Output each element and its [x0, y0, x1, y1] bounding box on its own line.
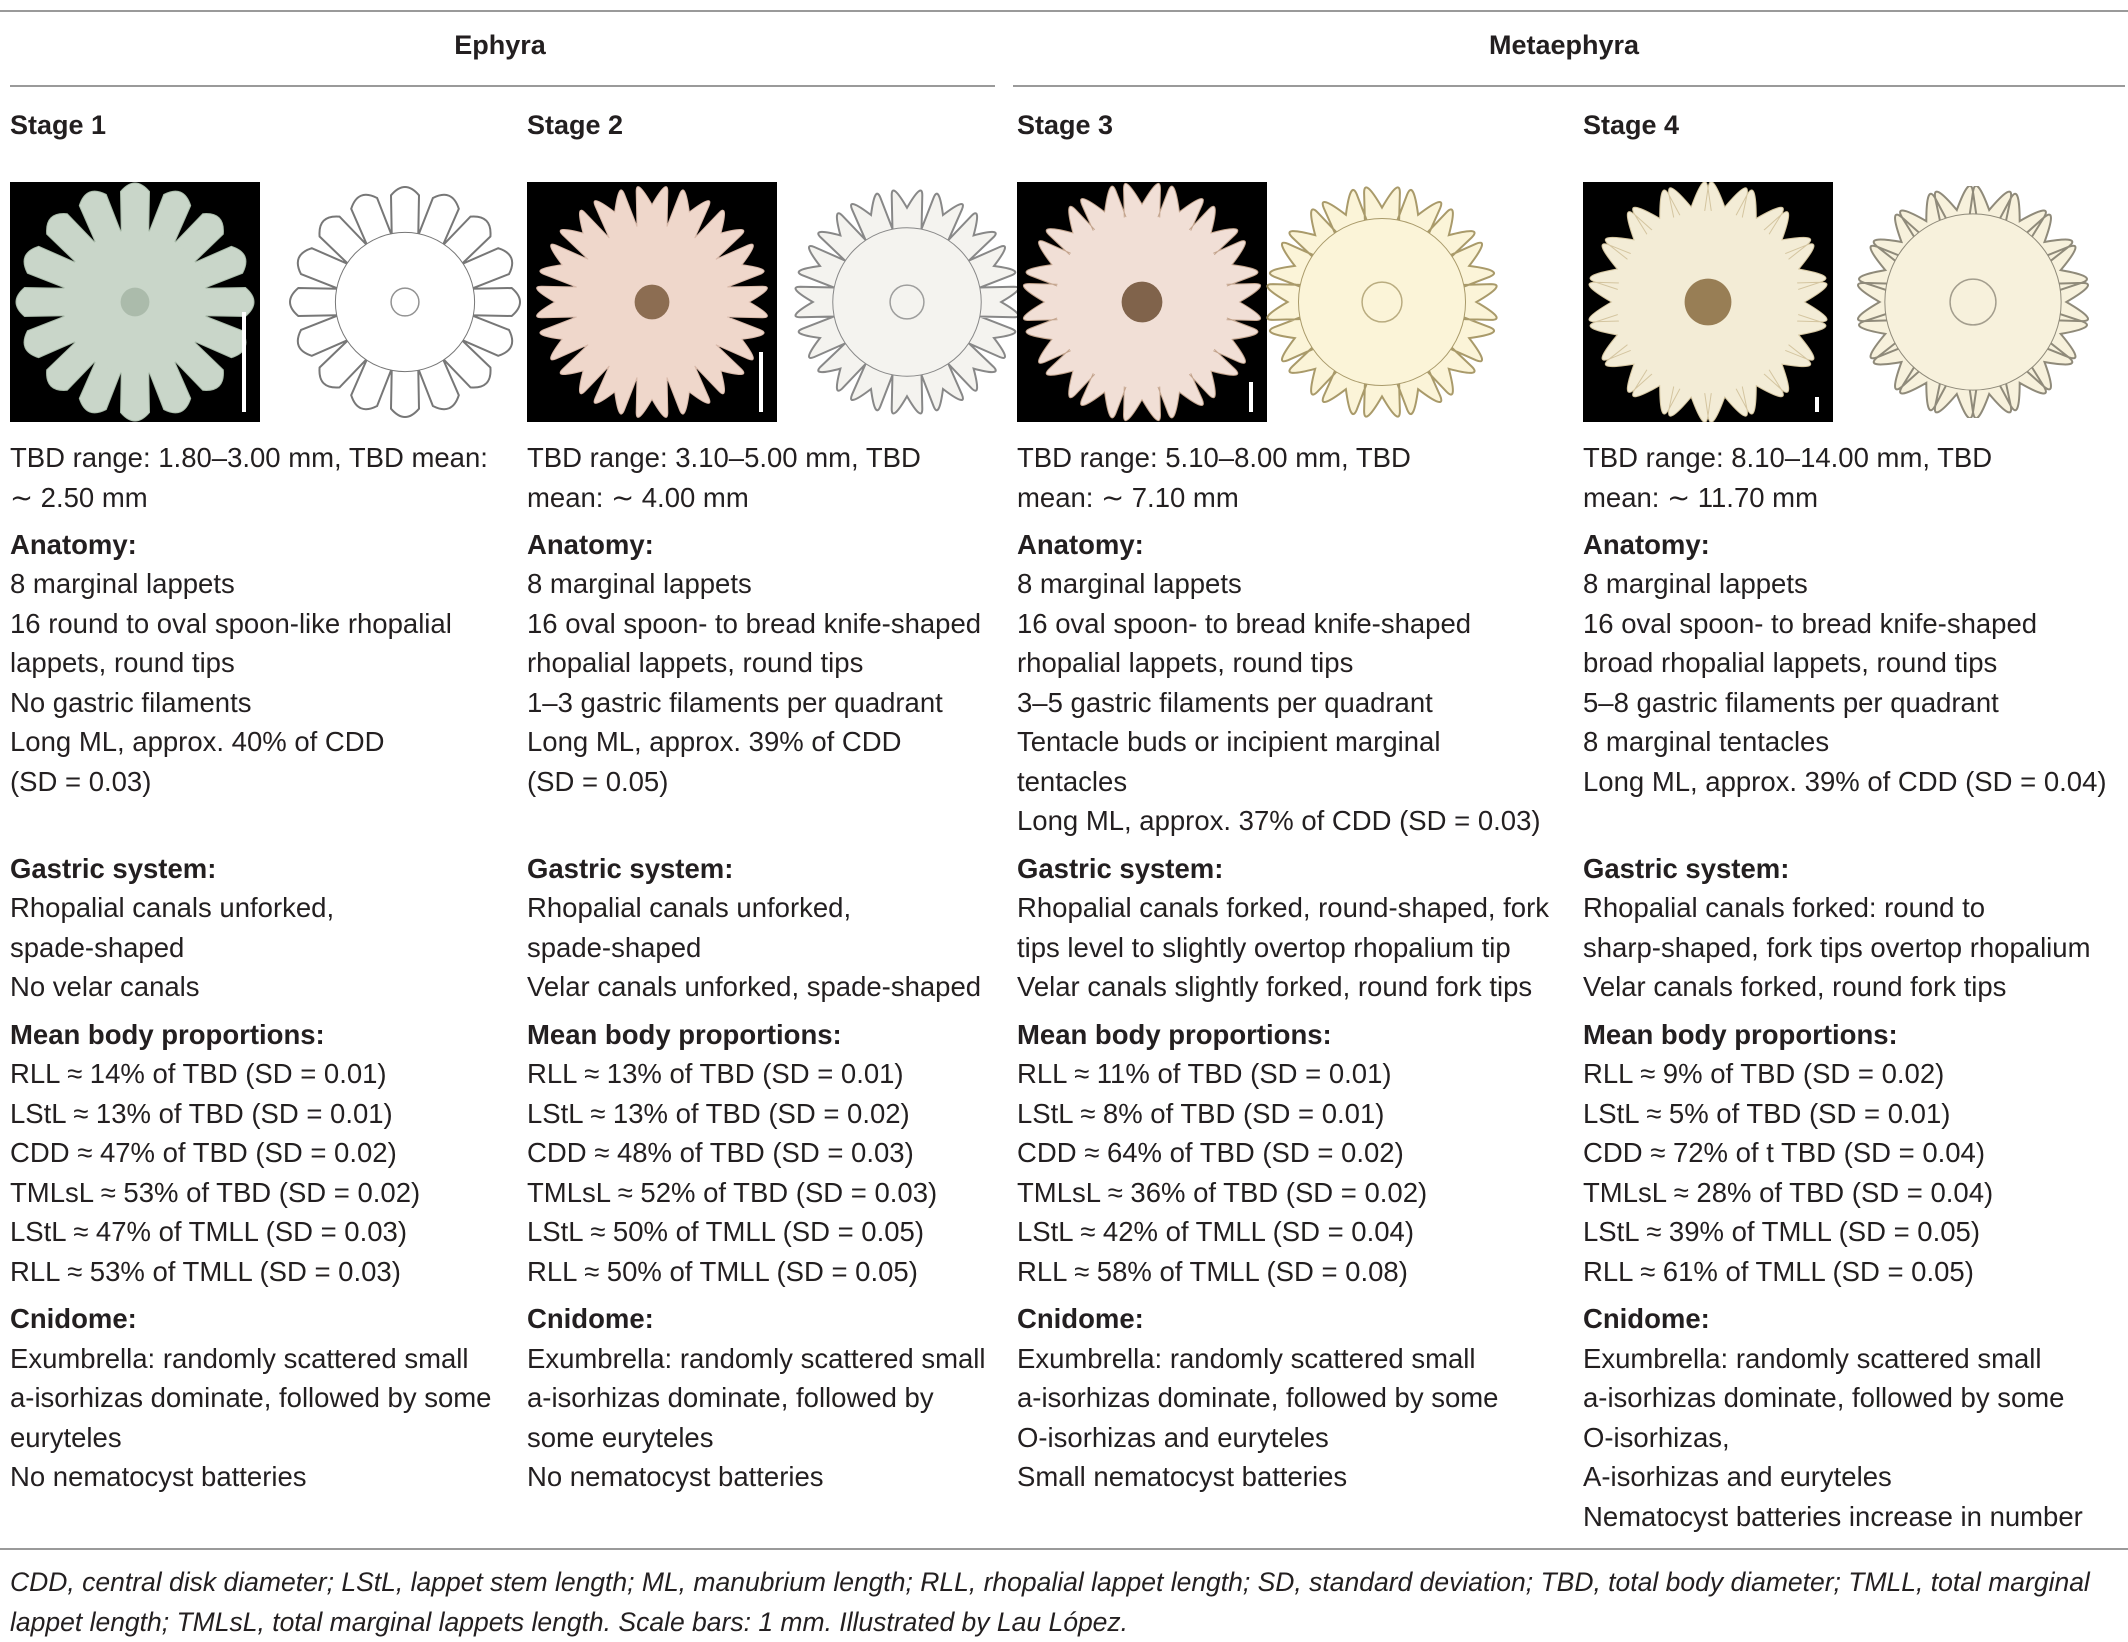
section-heading: Mean body proportions:	[527, 1018, 842, 1050]
section-heading: Mean body proportions:	[1017, 1018, 1332, 1050]
text-line: Rhopalial canals unforked,	[527, 892, 852, 924]
table-footnote: CDD, central disk diameter; LStL, lappet stem length; ML, manubrium length; RLL, rhopalial lappet length; SD, standard deviation; TBD, total body diameter; TMLL, total marginal lappet length; TMLsL, total marginal lappets length. Scale bars: 1 mm. Illustrated by Lau López.	[10, 1567, 2090, 1637]
text-line: LStL ≈ 42% of TMLL (SD = 0.04)	[1017, 1216, 1414, 1248]
text-line: 1–3 gastric filaments per quadrant	[527, 686, 943, 718]
text-line: 16 oval spoon- to bread knife-shaped	[1017, 607, 1472, 639]
text-line: a-isorhizas dominate, followed by some	[1583, 1382, 2065, 1414]
text-line: rhopalial lappets, round tips	[527, 647, 864, 679]
text-line: Exumbrella: randomly scattered small	[527, 1342, 986, 1374]
stage-column-3	[1017, 110, 1577, 1568]
text-line: TBD range: 8.10–14.00 mm, TBD	[1583, 442, 1993, 473]
central-disk	[1298, 218, 1465, 385]
text-line: rhopalial lappets, round tips	[1017, 647, 1354, 679]
text-line: some euryteles	[527, 1421, 714, 1453]
section-heading: Mean body proportions:	[10, 1018, 325, 1050]
stage-2-illustration	[787, 186, 1027, 418]
central-disk	[833, 228, 981, 376]
text-line: 8 marginal lappets	[1583, 568, 1808, 600]
text-line: Exumbrella: randomly scattered small	[1583, 1342, 2042, 1374]
text-line: Velar canals forked, round fork tips	[1583, 971, 2007, 1003]
text-line: 3–5 gastric filaments per quadrant	[1017, 686, 1433, 718]
text-line: 16 oval spoon- to bread knife-shaped	[1583, 607, 2038, 639]
section-heading: Gastric system:	[1583, 852, 1790, 884]
section-heading: Anatomy:	[527, 528, 654, 560]
group-header-metaephyra: Metaephyra	[1488, 30, 1640, 60]
text-line: sharp-shaped, fork tips overtop rhopalium	[1583, 931, 2091, 963]
section-heading: Cnidome:	[1017, 1303, 1144, 1335]
text-line: LStL ≈ 39% of TMLL (SD = 0.05)	[1583, 1216, 1980, 1248]
text-line: mean: ∼ 4.00 mm	[527, 481, 749, 513]
text-line: a-isorhizas dominate, followed by some	[10, 1382, 492, 1414]
text-line: a-isorhizas dominate, followed by some	[1017, 1382, 1499, 1414]
stage-column-2	[527, 110, 1007, 1568]
stage-4-illustration	[1853, 186, 2093, 418]
table-bottom-rule	[0, 1548, 2128, 1550]
text-line: No velar canals	[10, 971, 200, 1003]
text-line: RLL ≈ 61% of TMLL (SD = 0.05)	[1583, 1255, 1974, 1287]
section-heading: Gastric system:	[1017, 852, 1224, 884]
central-disk	[1885, 214, 2061, 390]
stage-4-text	[1583, 438, 2123, 1568]
specimen-photo-graphic	[527, 182, 777, 422]
text-line: TBD range: 3.10–5.00 mm, TBD	[527, 442, 921, 473]
stage-title: Stage 1	[10, 110, 107, 140]
text-line: 16 round to oval spoon-like rhopalial	[10, 607, 452, 639]
text-line: spade-shaped	[10, 931, 185, 963]
text-line: TMLsL ≈ 28% of TBD (SD = 0.04)	[1583, 1176, 1994, 1208]
stage-title: Stage 4	[1583, 110, 1680, 140]
text-line: lappets, round tips	[10, 647, 235, 679]
stage-figures	[1583, 182, 2123, 432]
stage-1-photo	[10, 182, 260, 422]
ephyra-underline	[10, 85, 995, 87]
text-line: CDD ≈ 48% of TBD (SD = 0.03)	[527, 1137, 914, 1169]
text-line: 8 marginal lappets	[527, 568, 752, 600]
text-line: Tentacle buds or incipient marginal	[1017, 726, 1441, 758]
text-line: A-isorhizas and euryteles	[1583, 1461, 1892, 1493]
stage-figures	[527, 182, 1007, 432]
text-line: No nematocyst batteries	[10, 1461, 307, 1493]
text-line: RLL ≈ 11% of TBD (SD = 0.01)	[1017, 1058, 1392, 1090]
text-line: RLL ≈ 9% of TBD (SD = 0.02)	[1583, 1058, 1945, 1090]
section-heading: Anatomy:	[1017, 528, 1144, 560]
text-line: RLL ≈ 14% of TBD (SD = 0.01)	[10, 1058, 387, 1090]
text-line: TBD range: 5.10–8.00 mm, TBD	[1017, 442, 1411, 473]
text-line: mean: ∼ 7.10 mm	[1017, 481, 1239, 513]
text-line: CDD ≈ 72% of t TBD (SD = 0.04)	[1583, 1137, 1986, 1169]
specimen-photo-graphic	[1583, 182, 1833, 422]
text-line: TMLsL ≈ 53% of TBD (SD = 0.02)	[10, 1176, 421, 1208]
manubrium	[1685, 279, 1732, 326]
text-line: LStL ≈ 13% of TBD (SD = 0.02)	[527, 1097, 910, 1129]
section-heading: Cnidome:	[527, 1303, 654, 1335]
text-line: euryteles	[10, 1421, 122, 1453]
stage-3-illustration	[1262, 186, 1502, 418]
section-heading: Cnidome:	[10, 1303, 137, 1335]
section-heading: Anatomy:	[10, 528, 137, 560]
stage-2-text	[527, 438, 1007, 1568]
text-line: TBD range: 1.80–3.00 mm, TBD mean:	[10, 442, 488, 473]
text-line: Velar canals unforked, spade-shaped	[527, 971, 982, 1003]
text-line: O-isorhizas and euryteles	[1017, 1421, 1329, 1453]
text-line: Small nematocyst batteries	[1017, 1461, 1348, 1493]
section-heading: Anatomy:	[1583, 528, 1710, 560]
text-line: Nematocyst batteries increase in number	[1583, 1500, 2083, 1532]
text-line: ∼ 2.50 mm	[10, 481, 148, 513]
scale-bar	[242, 312, 246, 412]
text-line: O-isorhizas,	[1583, 1421, 1730, 1453]
text-line: Velar canals slightly forked, round fork tips	[1017, 971, 1533, 1003]
manubrium	[121, 288, 150, 317]
text-line: LStL ≈ 13% of TBD (SD = 0.01)	[10, 1097, 393, 1129]
text-line: (SD = 0.03)	[10, 765, 152, 797]
specimen-drawing-graphic	[285, 186, 525, 418]
text-line: RLL ≈ 53% of TMLL (SD = 0.03)	[10, 1255, 401, 1287]
specimen-drawing-graphic	[1853, 186, 2093, 418]
text-line: TMLsL ≈ 36% of TBD (SD = 0.02)	[1017, 1176, 1428, 1208]
text-line: 16 oval spoon- to bread knife-shaped	[527, 607, 982, 639]
text-line: RLL ≈ 13% of TBD (SD = 0.01)	[527, 1058, 904, 1090]
metaephyra-underline	[1013, 85, 2125, 87]
text-line: (SD = 0.05)	[527, 765, 669, 797]
table-top-rule	[0, 10, 2128, 12]
stage-3-text	[1017, 438, 1577, 1568]
section-heading: Gastric system:	[10, 852, 217, 884]
text-line: LStL ≈ 8% of TBD (SD = 0.01)	[1017, 1097, 1385, 1129]
scale-bar	[759, 352, 763, 412]
section-heading: Mean body proportions:	[1583, 1018, 1898, 1050]
text-line: spade-shaped	[527, 931, 702, 963]
text-line: tentacles	[1017, 765, 1128, 797]
stage-figures	[10, 182, 520, 432]
specimen-photo-graphic	[10, 182, 260, 422]
text-line: Long ML, approx. 40% of CDD	[10, 726, 385, 758]
manubrium	[635, 285, 670, 320]
central-disk	[335, 232, 474, 371]
text-line: mean: ∼ 11.70 mm	[1583, 481, 1818, 513]
stage-1-text	[10, 438, 520, 1568]
text-line: Rhopalial canals unforked,	[10, 892, 335, 924]
text-line: LStL ≈ 5% of TBD (SD = 0.01)	[1583, 1097, 1951, 1129]
text-line: Long ML, approx. 39% of CDD	[527, 726, 902, 758]
text-line: a-isorhizas dominate, followed by	[527, 1382, 934, 1414]
text-line: Long ML, approx. 37% of CDD (SD = 0.03)	[1017, 805, 1541, 837]
text-line: Exumbrella: randomly scattered small	[10, 1342, 469, 1374]
text-line: CDD ≈ 64% of TBD (SD = 0.02)	[1017, 1137, 1404, 1169]
stage-title: Stage 3	[1017, 110, 1114, 140]
text-line: 8 marginal lappets	[10, 568, 235, 600]
text-line: RLL ≈ 50% of TMLL (SD = 0.05)	[527, 1255, 918, 1287]
text-line: Long ML, approx. 39% of CDD (SD = 0.04)	[1583, 765, 2107, 797]
scale-bar	[1815, 397, 1819, 412]
manubrium	[1122, 282, 1163, 323]
text-line: broad rhopalial lappets, round tips	[1583, 647, 1998, 679]
stage-3-photo	[1017, 182, 1267, 422]
group-header-ephyra: Ephyra	[454, 30, 546, 60]
text-line: RLL ≈ 58% of TMLL (SD = 0.08)	[1017, 1255, 1408, 1287]
text-line: 8 marginal lappets	[1017, 568, 1242, 600]
specimen-photo-graphic	[1017, 182, 1267, 422]
text-line: TMLsL ≈ 52% of TBD (SD = 0.03)	[527, 1176, 938, 1208]
text-line: CDD ≈ 47% of TBD (SD = 0.02)	[10, 1137, 397, 1169]
text-line: LStL ≈ 50% of TMLL (SD = 0.05)	[527, 1216, 924, 1248]
section-heading: Cnidome:	[1583, 1303, 1710, 1335]
text-line: LStL ≈ 47% of TMLL (SD = 0.03)	[10, 1216, 407, 1248]
stage-4-photo	[1583, 182, 1833, 422]
text-line: Rhopalial canals forked: round to	[1583, 892, 1986, 924]
stage-title: Stage 2	[527, 110, 624, 140]
stage-2-photo	[527, 182, 777, 422]
stage-1-illustration	[285, 186, 525, 418]
scale-bar	[1249, 382, 1253, 412]
text-line: No gastric filaments	[10, 686, 252, 718]
text-line: tips level to slightly overtop rhopalium tip	[1017, 931, 1511, 963]
text-line: 8 marginal tentacles	[1583, 726, 1830, 758]
section-heading: Gastric system:	[527, 852, 734, 884]
stage-column-4	[1583, 110, 2123, 1568]
text-line: 5–8 gastric filaments per quadrant	[1583, 686, 1999, 718]
text-line: No nematocyst batteries	[527, 1461, 824, 1493]
text-line: Rhopalial canals forked, round-shaped, fork	[1017, 892, 1549, 924]
text-line: Exumbrella: randomly scattered small	[1017, 1342, 1476, 1374]
specimen-drawing-graphic	[1262, 186, 1502, 418]
stage-figures	[1017, 182, 1577, 432]
specimen-drawing-graphic	[787, 186, 1027, 418]
stage-column-1	[10, 110, 520, 1568]
